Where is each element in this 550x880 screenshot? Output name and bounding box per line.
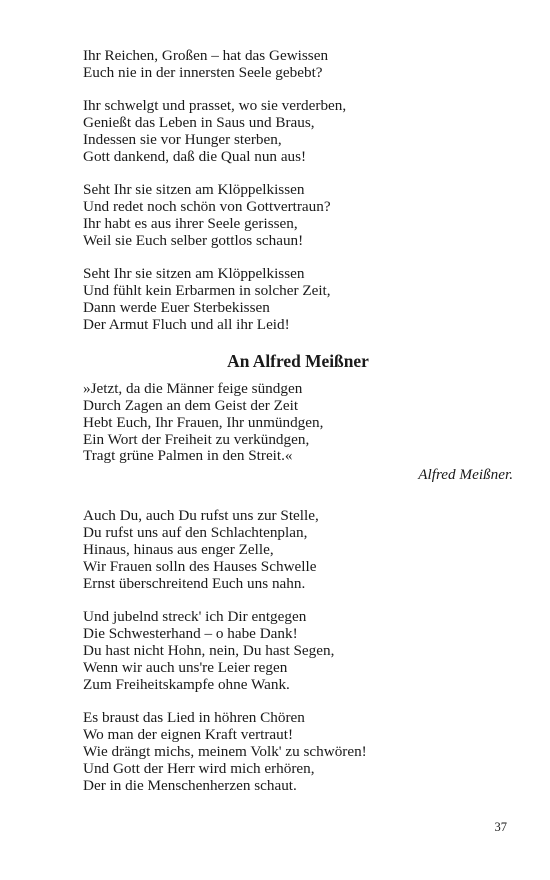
verse-line: Und fühlt kein Erbarmen in solcher Zeit, — [83, 282, 331, 300]
epigraph-line: »Jetzt, da die Männer feige sündgen — [83, 379, 303, 397]
verse-line: Genießt das Leben in Saus und Braus, — [83, 114, 315, 132]
epigraph-line: Tragt grüne Palmen in den Streit.« — [83, 447, 293, 465]
page-number: 37 — [494, 820, 507, 834]
verse-line: Und jubelnd streck' ich Dir entgegen — [83, 608, 307, 626]
verse-line: Ihr Reichen, Großen – hat das Gewissen — [83, 47, 329, 64]
verse-line: Indessen sie vor Hunger sterben, — [83, 131, 282, 149]
verse-line: Dann werde Euer Sterbekissen — [83, 299, 270, 317]
verse-line: Seht Ihr sie sitzen am Klöppelkissen — [83, 181, 305, 199]
stanza — [83, 609, 513, 694]
verse-line: Ernst überschreitend Euch uns nahn. — [83, 574, 306, 592]
stanza — [83, 266, 513, 334]
epigraph-line: Ein Wort der Freiheit zu verkündgen, — [83, 430, 310, 448]
verse-line: Zum Freiheitskampfe ohne Wank. — [83, 675, 290, 693]
verse-line: Seht Ihr sie sitzen am Klöppelkissen — [83, 265, 305, 283]
epigraph-line: Hebt Euch, Ihr Frauen, Ihr unmündgen, — [83, 413, 324, 431]
epigraph — [83, 381, 513, 484]
poem-title: An Alfred Meißner — [227, 350, 369, 371]
verse-line: Und Gott der Herr wird mich erhören, — [83, 759, 315, 777]
verse-line: Du rufst uns auf den Schlachtenplan, — [83, 524, 308, 542]
stanza — [83, 98, 513, 166]
verse-line: Wir Frauen solln des Hauses Schwelle — [83, 558, 317, 576]
epigraph-attribution: Alfred Meißner. — [418, 466, 513, 484]
page-text — [83, 48, 513, 811]
verse-line: Hinaus, hinaus aus enger Zelle, — [83, 541, 274, 559]
verse-line: Gott dankend, daß die Qual nun aus! — [83, 147, 307, 165]
verse-line: Der Armut Fluch und all ihr Leid! — [83, 315, 290, 333]
verse-line: Ihr habt es aus ihrer Seele gerissen, — [83, 215, 298, 233]
verse-line: Ihr schwelgt und prasset, wo sie verderben, — [83, 97, 347, 115]
stanza — [83, 182, 513, 250]
verse-line: Wenn wir auch uns're Leier regen — [83, 658, 288, 676]
verse-line: Euch nie in der innersten Seele gebebt? — [83, 63, 323, 81]
stanza — [83, 710, 513, 795]
verse-line: Weil sie Euch selber gottlos schaun! — [83, 231, 304, 249]
verse-line: Es braust das Lied in höhren Chören — [83, 709, 305, 727]
verse-line: Die Schwesterhand – o habe Dank! — [83, 625, 298, 643]
stanza — [83, 508, 513, 593]
verse-line: Und redet noch schön von Gottvertraun? — [83, 198, 331, 216]
verse-line: Du hast nicht Hohn, nein, Du hast Segen, — [83, 642, 335, 660]
epigraph-line: Durch Zagen an dem Geist der Zeit — [83, 396, 299, 414]
verse-line: Wie drängt michs, meinem Volk' zu schwören! — [83, 742, 367, 760]
verse-line: Auch Du, auch Du rufst uns zur Stelle, — [83, 507, 319, 525]
verse-line: Wo man der eignen Kraft vertraut! — [83, 726, 294, 744]
stanza — [83, 48, 513, 82]
verse-line: Der in die Menschenherzen schaut. — [83, 776, 297, 794]
